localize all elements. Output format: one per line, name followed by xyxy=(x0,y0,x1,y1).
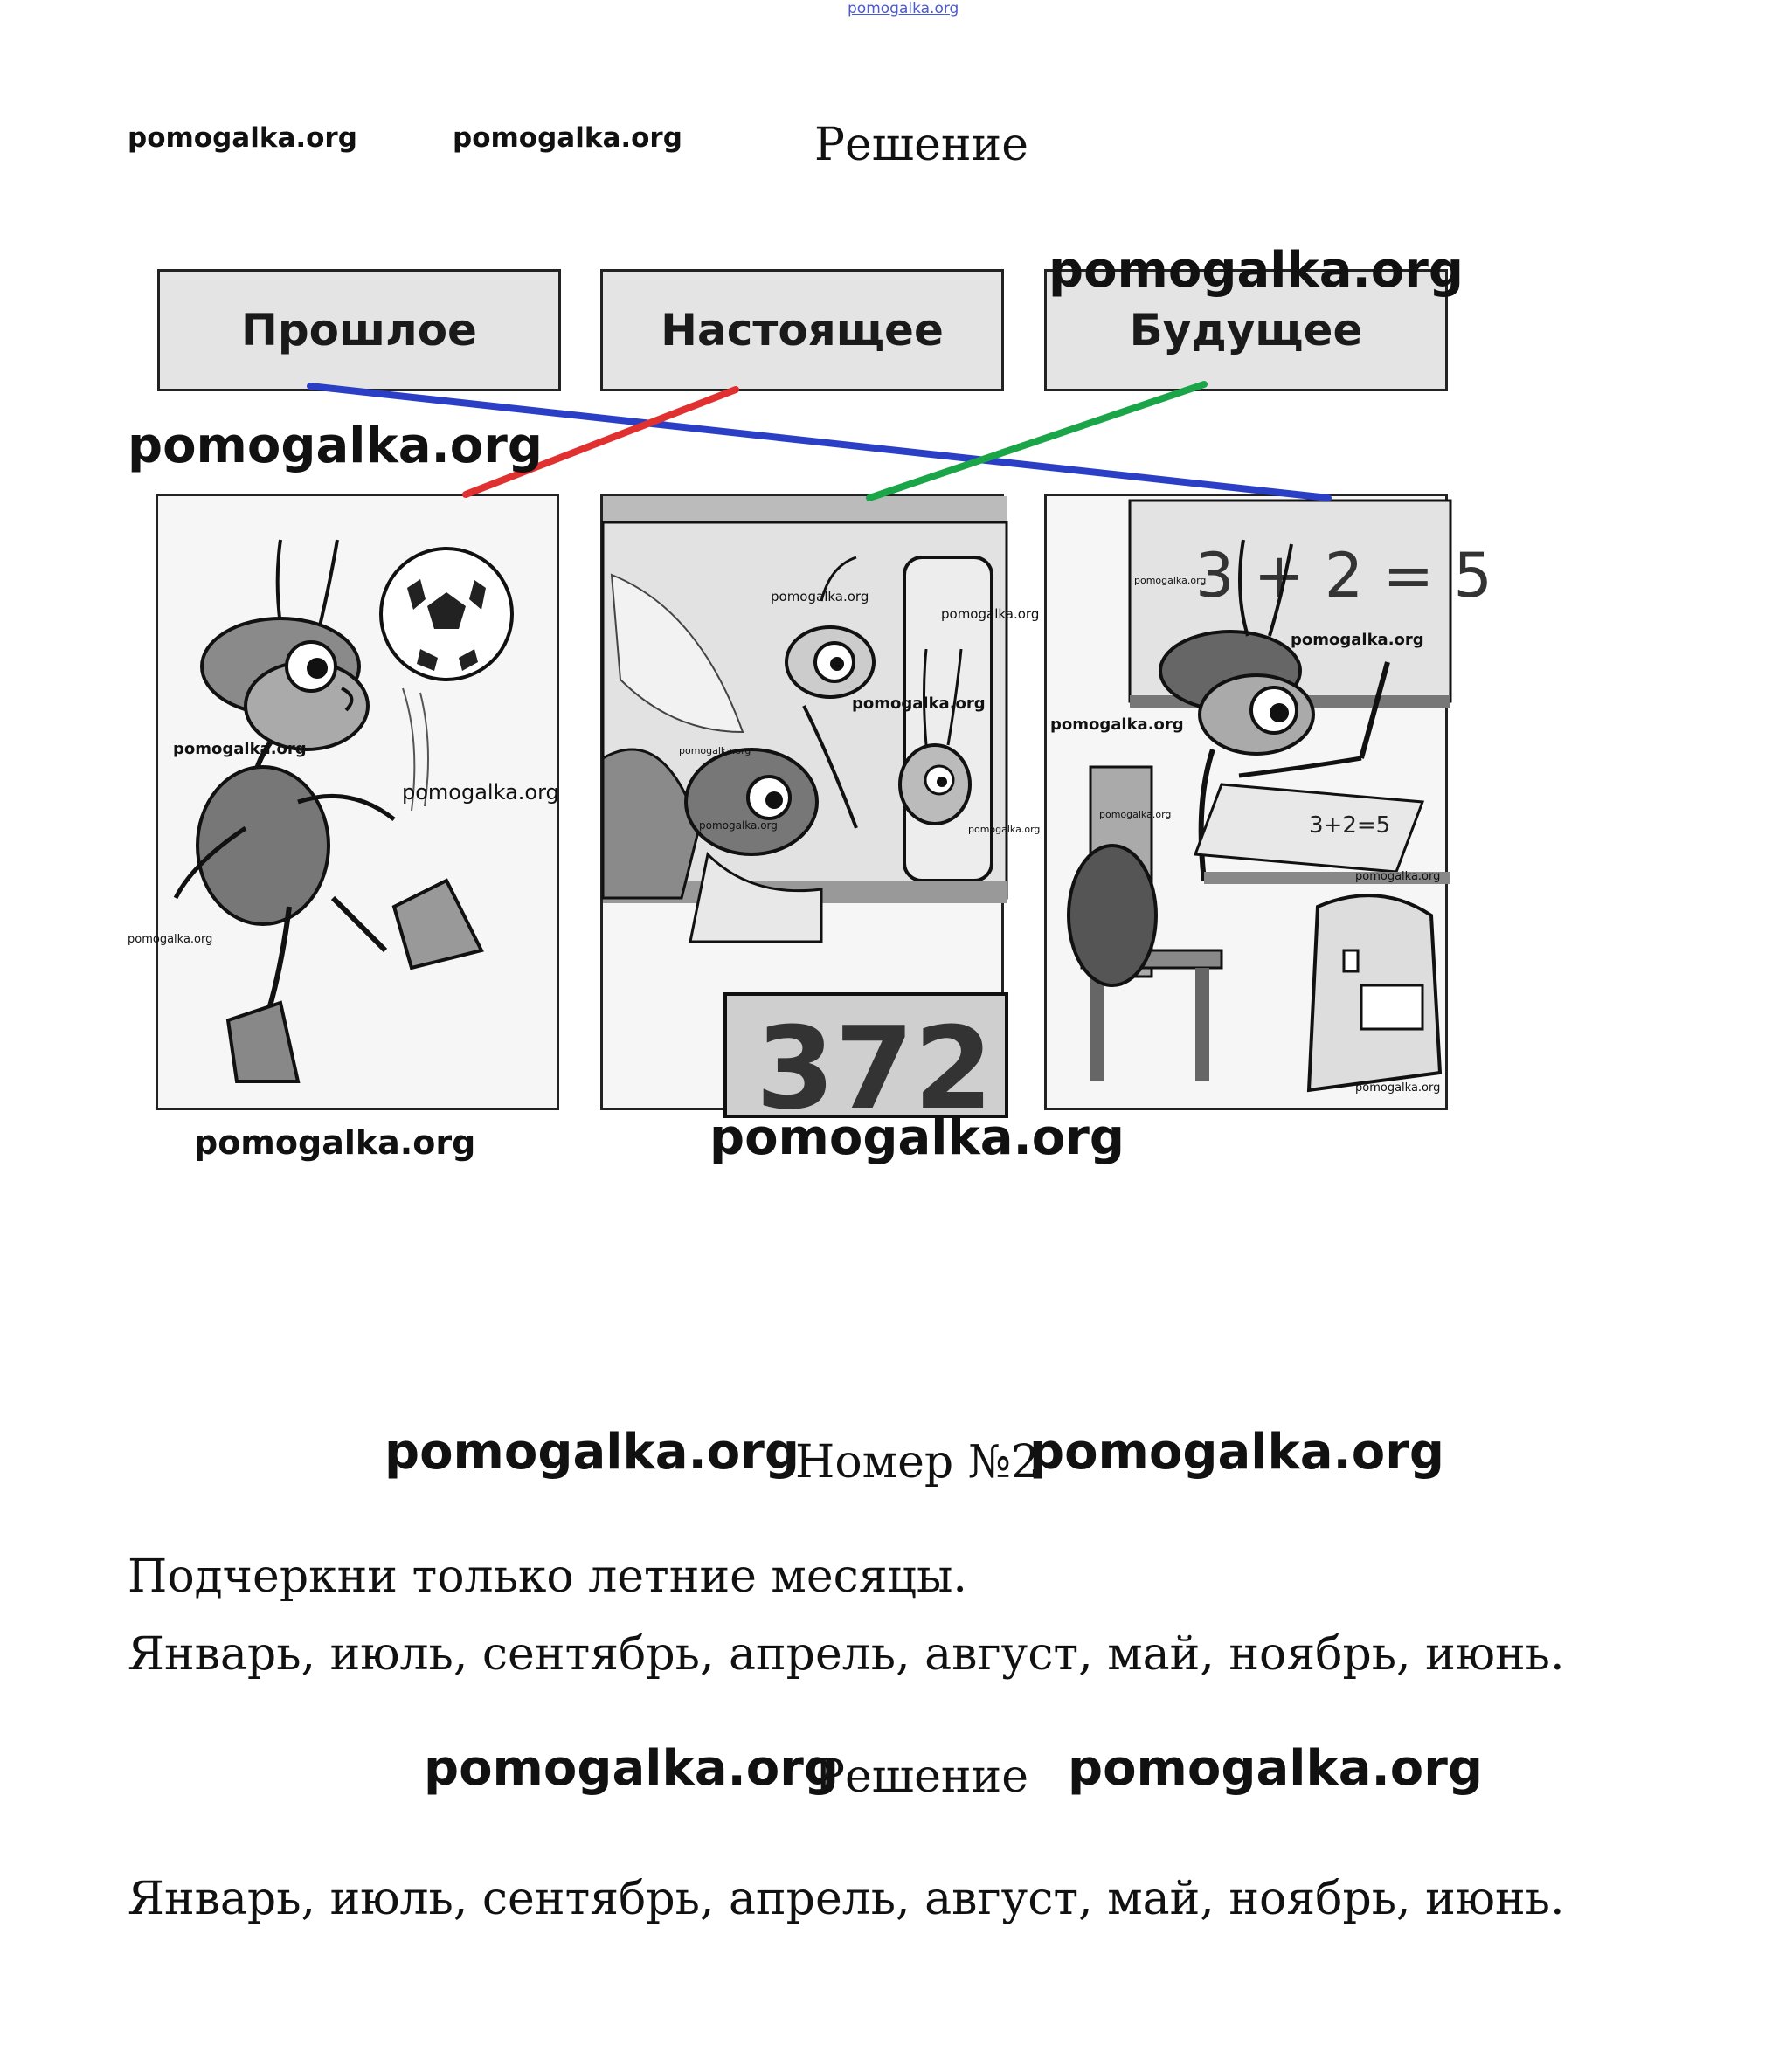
watermark: pomogalka.org xyxy=(1099,809,1172,820)
watermark: pomogalka.org xyxy=(968,824,1041,835)
watermark: pomogalka.org xyxy=(1068,1740,1483,1797)
watermark: pomogalka.org xyxy=(1029,1424,1444,1481)
watermark: pomogalka.org xyxy=(128,122,357,154)
watermark: pomogalka.org xyxy=(128,933,213,946)
watermark: pomogalka.org xyxy=(1355,870,1441,883)
watermark: pomogalka.org xyxy=(128,418,543,474)
watermark: pomogalka.org xyxy=(1355,1081,1441,1095)
watermark: pomogalka.org xyxy=(173,740,307,758)
watermark: pomogalka.org xyxy=(709,1109,1125,1166)
label-future: Будущее xyxy=(1044,269,1448,391)
task-text: Подчеркни только летние месяцы. xyxy=(128,1551,967,1603)
section1-title: Решение xyxy=(814,119,1028,171)
solution-heading: Решение xyxy=(814,1751,1028,1803)
watermark: pomogalka.org xyxy=(424,1740,839,1797)
watermark: pomogalka.org xyxy=(771,589,869,604)
watermark: pomogalka.org xyxy=(679,745,751,756)
watermark: pomogalka.org xyxy=(852,694,986,713)
watermark: pomogalka.org xyxy=(941,606,1040,622)
watermark: pomogalka.org xyxy=(1291,631,1424,649)
label-past: Прошлое xyxy=(157,269,561,391)
watermark: pomogalka.org xyxy=(699,819,778,832)
blackboard-equation: 3 + 2 = 5 xyxy=(1195,540,1492,611)
section2-heading: Номер №2 xyxy=(795,1436,1040,1488)
watermark: pomogalka.org xyxy=(453,122,682,154)
watermark: pomogalka.org xyxy=(384,1424,799,1481)
watermark: pomogalka.org xyxy=(1134,575,1207,586)
watermark: pomogalka.org xyxy=(1049,242,1464,299)
months-list: Январь, июль, сентябрь, апрель, август, май, ноябрь, июнь. xyxy=(128,1628,1565,1681)
watermark: pomogalka.org xyxy=(194,1123,476,1162)
notebook-equation: 3+2=5 xyxy=(1309,812,1391,839)
label-present: Настоящее xyxy=(600,269,1004,391)
top-watermark: pomogalka.org xyxy=(848,0,959,17)
watermark: pomogalka.org xyxy=(402,780,559,805)
bus-number: 372 xyxy=(756,1002,993,1135)
watermark: pomogalka.org xyxy=(1050,715,1184,734)
answer-list: Январь, июль, сентябрь, апрель, август, май, ноябрь, июнь. xyxy=(128,1873,1565,1925)
